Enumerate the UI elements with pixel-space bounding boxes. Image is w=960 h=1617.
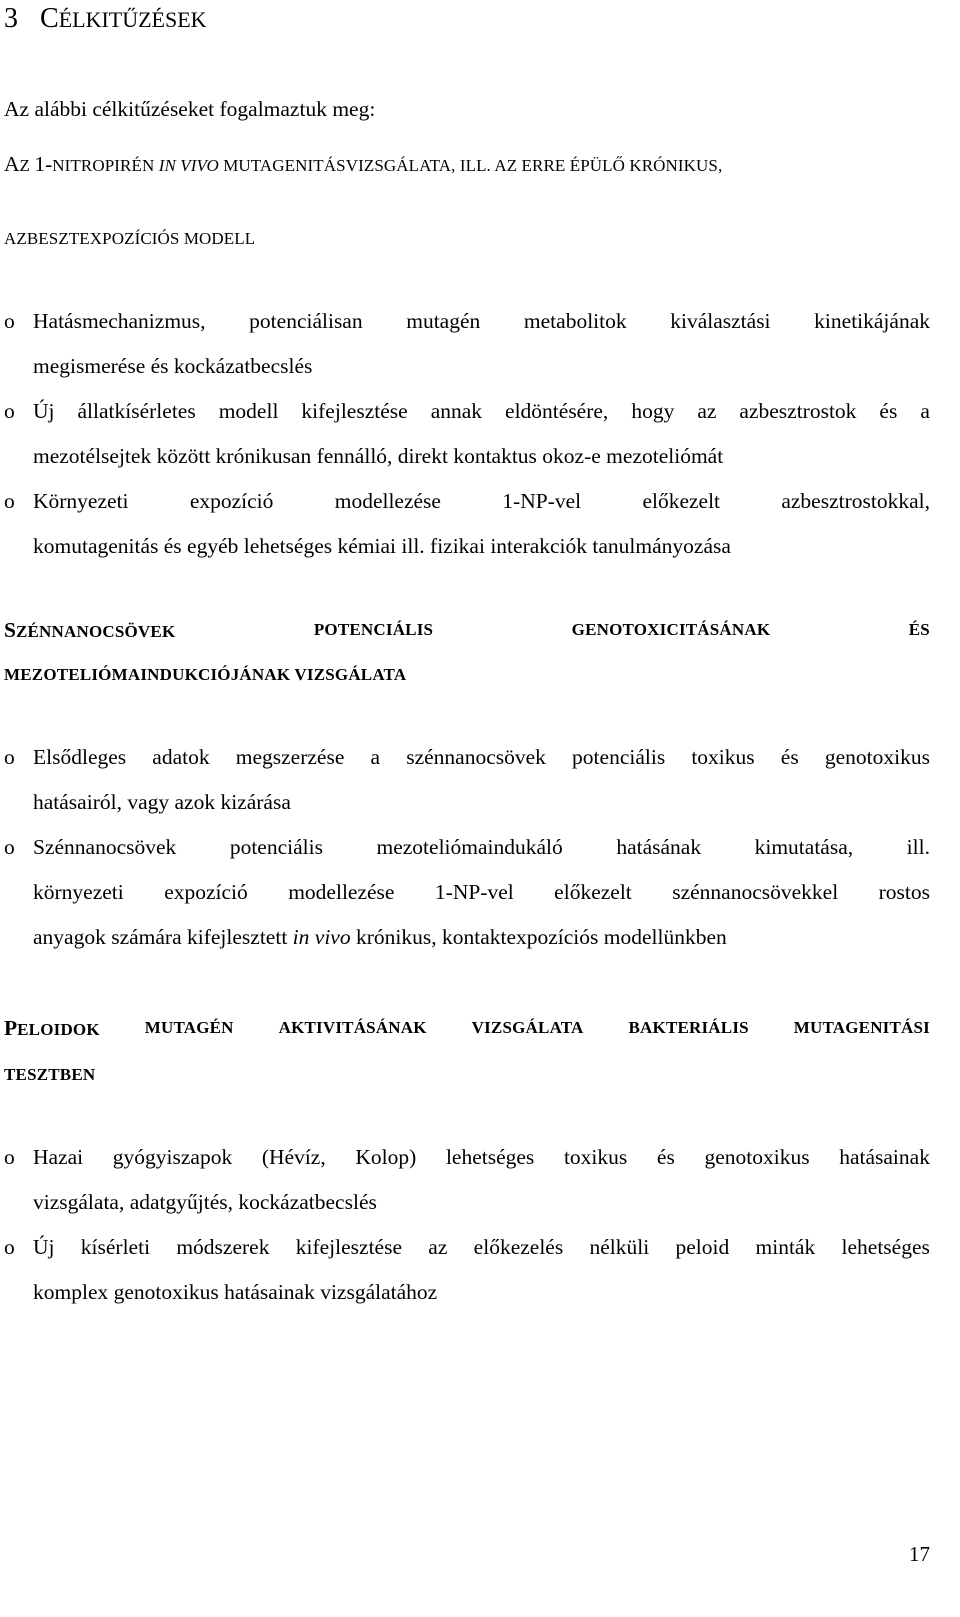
- section-1-heading: [4, 150, 722, 180]
- word: hogy: [631, 399, 675, 423]
- intro-text: Az alábbi célkitűzéseket fogalmaztuk meg:: [4, 97, 376, 121]
- word: lehetséges: [445, 1145, 535, 1169]
- word: rostos: [878, 880, 930, 904]
- section-1-part: MUTAGENITÁSVIZSGÁLATA, ILL. AZ ERRE ÉPÜLŐ KRÓNIKUS,: [218, 156, 723, 175]
- word: hatásainak: [839, 1145, 930, 1169]
- word: (Hévíz,: [261, 1145, 326, 1169]
- word: előkezelt: [554, 880, 632, 904]
- section-3-heading-line-2: [4, 1061, 95, 1089]
- word: expozíció: [189, 489, 274, 513]
- word: kiválasztási: [670, 309, 771, 333]
- word: Új: [33, 1235, 55, 1259]
- text-run: krónikus, kontaktexpozíciós modellünkben: [350, 925, 727, 949]
- list-2-item-1-line-2: hatásairól, vagy azok kizárása: [33, 790, 291, 814]
- list-2-item-2-line-2: [33, 877, 930, 907]
- section-3-word: [4, 1013, 100, 1045]
- word: toxikus: [563, 1145, 628, 1169]
- section-1-part: Z: [19, 156, 35, 175]
- word: Hazai: [33, 1145, 84, 1169]
- bullet-marker: o: [4, 835, 15, 859]
- word: kinetikájának: [814, 309, 930, 333]
- word: a: [920, 399, 930, 423]
- word: 1-NP-vel: [434, 880, 514, 904]
- section-2-word: [4, 615, 175, 647]
- page-number: 17: [909, 1542, 930, 1566]
- list-1-item-1-line-2: megismerése és kockázatbecslés: [33, 354, 313, 378]
- section-2-word: ÉS: [908, 620, 930, 639]
- word: minták: [755, 1235, 816, 1259]
- section-1-line-2: AZBESZTEXPOZÍCIÓS MODELL: [4, 229, 256, 248]
- word: lehetséges: [841, 1235, 930, 1259]
- word: Környezeti: [33, 489, 129, 513]
- list-3-item-1-line-1: [33, 1142, 930, 1172]
- list-2-item-2-line-1: [33, 832, 930, 862]
- word: potenciálisan: [249, 309, 363, 333]
- bullet-marker: o: [4, 399, 15, 423]
- word: szénnanocsövek: [406, 745, 546, 769]
- word: Hatásmechanizmus,: [33, 309, 206, 333]
- word: Elsődleges: [33, 745, 127, 769]
- list-2-item-2-line-3: [33, 922, 727, 952]
- word: az: [697, 399, 717, 423]
- list-3-item-1-line-2: vizsgálata, adatgyűjtés, kockázatbecslés: [33, 1190, 377, 1214]
- word: kifejlesztése: [295, 1235, 403, 1259]
- section-3-word: BAKTERIÁLIS: [628, 1018, 749, 1037]
- section-3-line-2: TESZTBEN: [4, 1065, 96, 1084]
- text-run: anyagok számára kifejlesztett: [33, 925, 293, 949]
- word: Kolop): [355, 1145, 417, 1169]
- word: megszerzése: [235, 745, 345, 769]
- list-1-item-3-line-1: [33, 486, 930, 516]
- word: hatásának: [616, 835, 702, 859]
- section-3-word: VIZSGÁLATA: [471, 1018, 584, 1037]
- chapter-title-rest: ÉLKITŰZÉSEK: [58, 7, 207, 32]
- word: modell: [218, 399, 279, 423]
- word: kísérleti: [80, 1235, 151, 1259]
- section-2-heading-line-2: [4, 661, 406, 689]
- chapter-heading: [4, 2, 207, 37]
- word: genotoxikus: [824, 745, 930, 769]
- list-1-item-3-line-2: komutagenitás és egyéb lehetséges kémiai ill. fizikai interakciók tanulmányozása: [33, 534, 731, 558]
- bullet-marker: o: [4, 1145, 15, 1169]
- word: annak: [430, 399, 483, 423]
- list-1-item-2-line-1: [33, 396, 930, 426]
- word: potenciális: [572, 745, 666, 769]
- word: mezoteliómaindukáló: [376, 835, 563, 859]
- word: és: [879, 399, 898, 423]
- word: azbesztrostokkal,: [781, 489, 930, 513]
- word: a: [370, 745, 381, 769]
- word: azbesztrostok: [739, 399, 857, 423]
- section-2-word: POTENCIÁLIS: [313, 620, 434, 639]
- section-1-number: 1-: [34, 152, 53, 176]
- list-1-item-1-line-1: [33, 306, 930, 336]
- word: módszerek: [176, 1235, 270, 1259]
- section-3-word: MUTAGENITÁSI: [793, 1018, 930, 1037]
- word: és: [780, 745, 799, 769]
- word: szénnanocsövekkel: [672, 880, 839, 904]
- section-1-italic: IN VIVO: [158, 156, 219, 175]
- bullet-marker: o: [4, 745, 15, 769]
- word: mutagén: [406, 309, 481, 333]
- word: eldöntésére,: [505, 399, 609, 423]
- word: kifejlesztése: [301, 399, 408, 423]
- section-3-part: ELOIDOK: [17, 1020, 100, 1039]
- chapter-number: 3: [4, 3, 18, 34]
- word: adatok: [152, 745, 210, 769]
- word: és: [656, 1145, 675, 1169]
- section-3-initial: P: [4, 1016, 18, 1040]
- section-2-word: GENOTOXICITÁSÁNAK: [571, 620, 771, 639]
- section-3-heading: [4, 1013, 930, 1045]
- word: az: [428, 1235, 448, 1259]
- word: 1-NP-vel: [502, 489, 582, 513]
- word: előkezelt: [642, 489, 721, 513]
- word: gyógyiszapok: [112, 1145, 233, 1169]
- section-2-part: ZÉNNANOCSÖVEK: [15, 622, 176, 641]
- section-2-heading: [4, 615, 930, 647]
- word: nélküli: [589, 1235, 650, 1259]
- word: expozíció: [164, 880, 248, 904]
- section-2-line-2: MEZOTELIÓMAINDUKCIÓJÁNAK VIZSGÁLATA: [4, 665, 407, 684]
- word: előkezelés: [473, 1235, 564, 1259]
- list-3-item-2-line-2: komplex genotoxikus hatásainak vizsgálatához: [33, 1280, 438, 1304]
- bullet-marker: o: [4, 309, 15, 333]
- section-2-initial: S: [4, 618, 16, 642]
- word: peloid: [675, 1235, 730, 1259]
- word: toxikus: [691, 745, 755, 769]
- word: modellezése: [288, 880, 395, 904]
- word: állatkísérletes: [77, 399, 196, 423]
- list-1-item-2-line-2: mezotélsejtek között krónikusan fennálló, direkt kontaktus okoz-e mezoteliómát: [33, 444, 724, 468]
- bullet-marker: o: [4, 489, 15, 513]
- section-1-initial: A: [4, 152, 20, 176]
- chapter-title-initial: C: [40, 3, 59, 34]
- section-3-word: MUTAGÉN: [144, 1018, 234, 1037]
- section-1-part: NITROPIRÉN: [52, 156, 159, 175]
- word: genotoxikus: [704, 1145, 810, 1169]
- section-1-heading-line-2: [4, 225, 255, 253]
- word: kimutatása,: [754, 835, 854, 859]
- word: potenciális: [229, 835, 323, 859]
- italic-run: in vivo: [292, 925, 351, 949]
- bullet-marker: o: [4, 1235, 15, 1259]
- word: Új: [33, 399, 55, 423]
- word: környezeti: [33, 880, 124, 904]
- word: ill.: [906, 835, 930, 859]
- list-3-item-2-line-1: [33, 1232, 930, 1262]
- word: Szénnanocsövek: [33, 835, 177, 859]
- word: metabolitok: [523, 309, 627, 333]
- list-2-item-1-line-1: [33, 742, 930, 772]
- word: modellezése: [334, 489, 441, 513]
- section-3-word: AKTIVITÁSÁNAK: [278, 1018, 427, 1037]
